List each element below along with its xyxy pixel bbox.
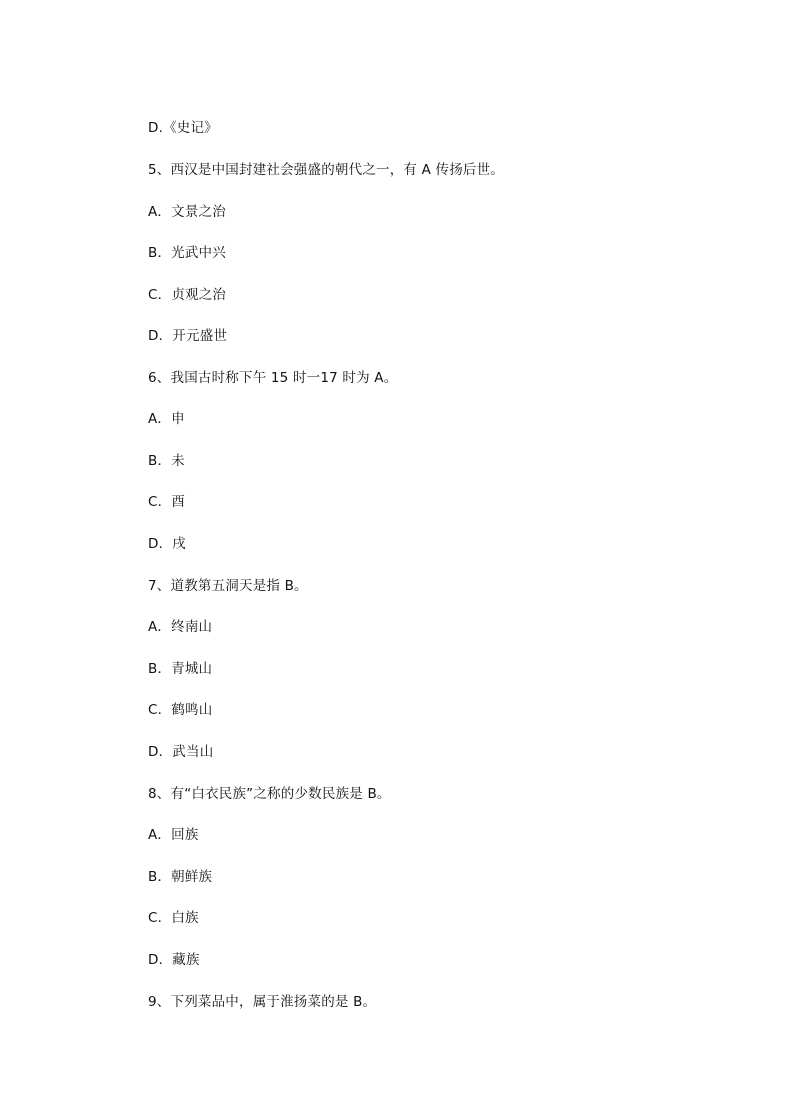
option-b-q8: B．朝鲜族 bbox=[148, 869, 213, 885]
question-9: 9、下列菜品中，属于淮扬菜的是 B。 bbox=[148, 994, 377, 1010]
question-8: 8、有“白衣民族”之称的少数民族是 B。 bbox=[148, 786, 391, 802]
question-7: 7、道教第五洞天是指 B。 bbox=[148, 578, 308, 594]
option-d-q8: D．藏族 bbox=[148, 952, 200, 968]
option-c-q5: C．贞观之治 bbox=[148, 287, 227, 303]
option-b-q6: B．未 bbox=[148, 453, 185, 469]
option-b-q7: B．青城山 bbox=[148, 661, 213, 677]
option-a-q8: A．回族 bbox=[148, 827, 199, 843]
option-d-q7: D．武当山 bbox=[148, 744, 214, 760]
option-d-q6: D．戌 bbox=[148, 536, 186, 552]
option-c-q8: C．白族 bbox=[148, 910, 199, 926]
option-a-q7: A．终南山 bbox=[148, 619, 213, 635]
option-a-q5: A．文景之治 bbox=[148, 204, 226, 220]
question-5: 5、西汉是中国封建社会强盛的朝代之一，有 A 传扬后世。 bbox=[148, 162, 505, 178]
option-c-q7: C．鹤鸣山 bbox=[148, 702, 213, 718]
option-a-q6: A．申 bbox=[148, 411, 185, 427]
option-d-q5: D．开元盛世 bbox=[148, 328, 228, 344]
option-c-q6: C．酉 bbox=[148, 494, 186, 510]
option-d-q4: D.《史记》 bbox=[148, 120, 218, 136]
option-b-q5: B．光武中兴 bbox=[148, 245, 226, 261]
question-6: 6、我国古时称下午 15 时一17 时为 A。 bbox=[148, 370, 398, 386]
